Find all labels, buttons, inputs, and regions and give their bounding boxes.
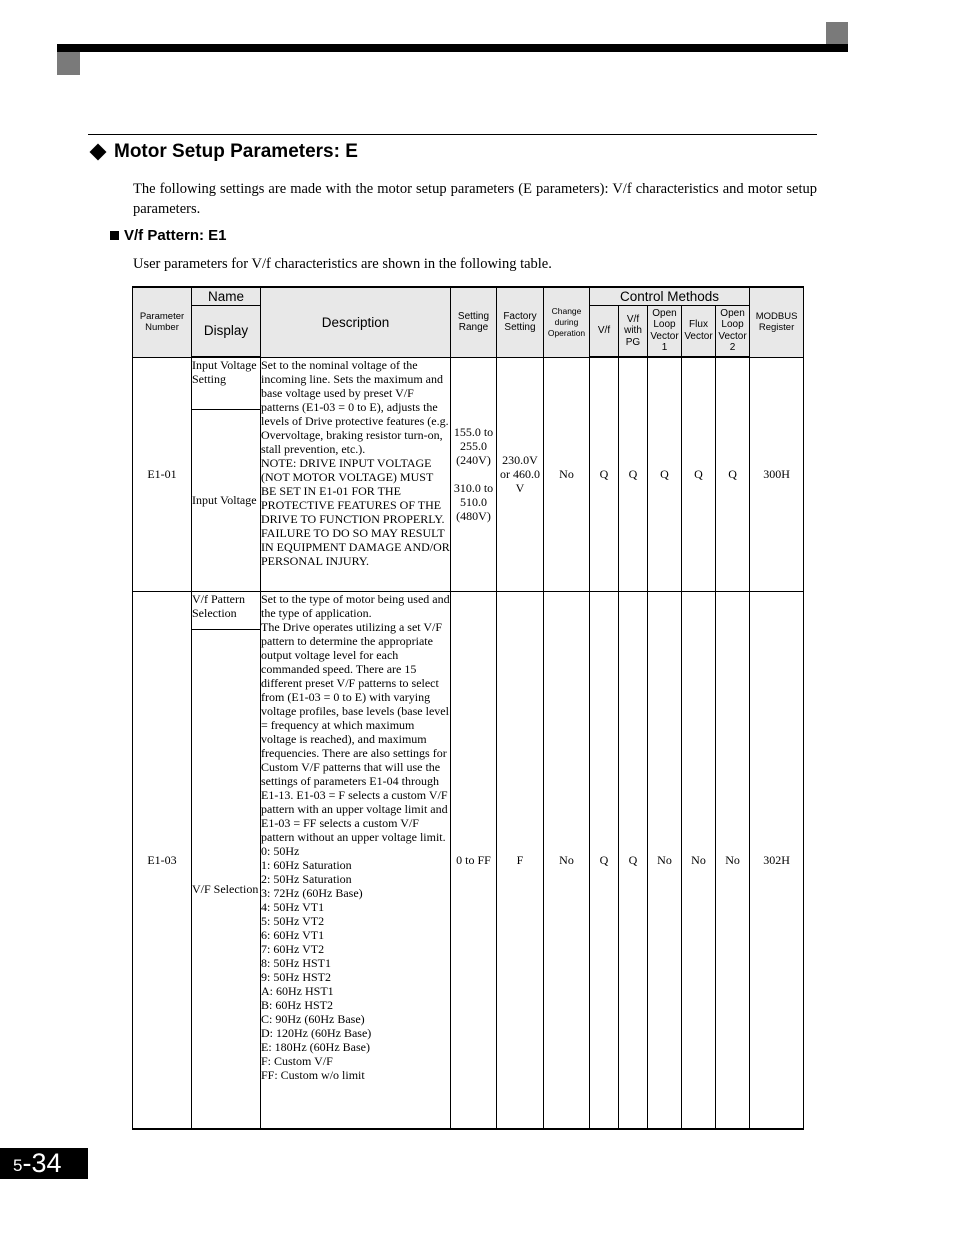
lead-sentence: User parameters for V/f characteristics are shown in the following table. bbox=[133, 256, 552, 272]
page-number-value: -34 bbox=[22, 1148, 62, 1178]
vf-cell: Q bbox=[590, 591, 619, 1129]
olv2-cell: Q bbox=[716, 357, 750, 591]
olv2-cell: No bbox=[716, 591, 750, 1129]
table-row bbox=[133, 591, 804, 629]
section-title: Motor Setup Parameters: E bbox=[114, 141, 358, 162]
modbus-register-cell: 302H bbox=[750, 591, 804, 1129]
header-setting-range: Setting Range bbox=[451, 287, 497, 357]
description-cell: Set to the type of motor being used and the type of application. The Drive operates utilizing a set V/F pattern to determine the appropriate output voltage level for each commanded speed. There are 15 different preset V/F patterns to select from (E1-03 = 0 to E) with varying voltage profiles, base levels (base level = frequency at which maximum voltage is reached), and maximum frequencies. There are also settings for Custom V/F patterns that will use the settings of parameters E1-04 through E1-13. E1-03 = F selects a custom V/F pattern with an upper voltage limit and E1-03 = FF selects a custom V/F pattern without an upper voltage limit. 0: 50Hz 1: 60Hz Saturation 2: 50Hz Saturation 3: 72Hz (60Hz Base) 4: 50Hz VT1 5: 50Hz VT2 6: 60Hz VT1 7: 60Hz VT2 8: 50Hz HST1 9: 50Hz HST2 A: 60Hz HST1 B: 60Hz HST2 C: 90Hz (60Hz Base) D: 120Hz (60Hz Base) E: 180Hz (60Hz Base) F: Custom V/F FF: Custom w/o limit bbox=[261, 591, 451, 1129]
setting-range-cell: 0 to FF bbox=[451, 591, 497, 1129]
square-bullet-icon bbox=[110, 231, 119, 240]
header-factory-setting: Factory Setting bbox=[497, 287, 544, 357]
display-cell: Input Voltage bbox=[192, 409, 261, 591]
header-open-loop-vector-1: Open Loop Vector 1 bbox=[648, 305, 682, 357]
subsection-title: V/f Pattern: E1 bbox=[124, 227, 227, 244]
section-heading bbox=[88, 139, 358, 165]
header-corner-block-left bbox=[57, 52, 80, 75]
change-during-operation-cell: No bbox=[544, 591, 590, 1129]
page-number bbox=[0, 1148, 88, 1179]
table-row bbox=[133, 357, 804, 409]
olv1-cell: Q bbox=[648, 357, 682, 591]
header-parameter-number: Parameter Number bbox=[133, 287, 192, 357]
vf-cell: Q bbox=[590, 357, 619, 591]
factory-setting-cell: 230.0V or 460.0 V bbox=[497, 357, 544, 591]
header-modbus-register: MODBUS Register bbox=[750, 287, 804, 357]
modbus-register-cell: 300H bbox=[750, 357, 804, 591]
parameter-table bbox=[132, 286, 804, 1130]
vf-pg-cell: Q bbox=[619, 591, 648, 1129]
chapter-number: 5 bbox=[13, 1156, 23, 1175]
header-change-during-operation: Change during Operation bbox=[544, 287, 590, 357]
header-control-methods: Control Methods bbox=[590, 287, 750, 305]
display-cell: V/F Selection bbox=[192, 629, 261, 1129]
param-name-cell: V/f Pattern Selection bbox=[192, 591, 261, 629]
header-description: Description bbox=[261, 287, 451, 357]
change-during-operation-cell: No bbox=[544, 357, 590, 591]
header-corner-block bbox=[826, 22, 848, 44]
description-cell: Set to the nominal voltage of the incoming line. Sets the maximum and base voltage used by preset V/F patterns (E1-03 = 0 to E), adjusts the levels of Drive protective features (e.g. Overvoltage, braking resistor turn-on, stall prevention, etc.). NOTE: DRIVE INPUT VOLTAGE (NOT MOTOR VOLTAGE) MUST BE SET IN E1-01 FOR THE PROTECTIVE FEATURES OF THE DRIVE TO FUNCTION PROPERLY. FAILURE TO DO SO MAY RESULT IN EQUIPMENT DAMAGE AND/OR PERSONAL INJURY. bbox=[261, 357, 451, 591]
param-name-cell: Input Voltage Setting bbox=[192, 357, 261, 409]
param-number-cell: E1-03 bbox=[133, 591, 192, 1129]
diamond-bullet-icon bbox=[90, 144, 107, 161]
header-vf: V/f bbox=[590, 305, 619, 357]
header-flux-vector: Flux Vector bbox=[682, 305, 716, 357]
flux-vector-cell: No bbox=[682, 591, 716, 1129]
intro-paragraph: The following settings are made with the motor setup parameters (E parameters): V/f characteristics and motor setup parameters. bbox=[133, 181, 817, 217]
param-number-cell: E1-01 bbox=[133, 357, 192, 591]
vf-pg-cell: Q bbox=[619, 357, 648, 591]
factory-setting-cell: F bbox=[497, 591, 544, 1129]
header-display: Display bbox=[192, 305, 261, 357]
setting-range-240v: 155.0 to 255.0 (240V) bbox=[453, 425, 494, 467]
section-rule bbox=[88, 134, 817, 135]
subsection-heading bbox=[110, 227, 227, 244]
setting-range-480v: 310.0 to 510.0 (480V) bbox=[453, 481, 494, 523]
header-name: Name bbox=[192, 287, 261, 305]
header-bar bbox=[57, 44, 848, 52]
header-vf-pg: V/f with PG bbox=[619, 305, 648, 357]
setting-range-cell bbox=[451, 357, 497, 591]
olv1-cell: No bbox=[648, 591, 682, 1129]
header-open-loop-vector-2: Open Loop Vector 2 bbox=[716, 305, 750, 357]
flux-vector-cell: Q bbox=[682, 357, 716, 591]
